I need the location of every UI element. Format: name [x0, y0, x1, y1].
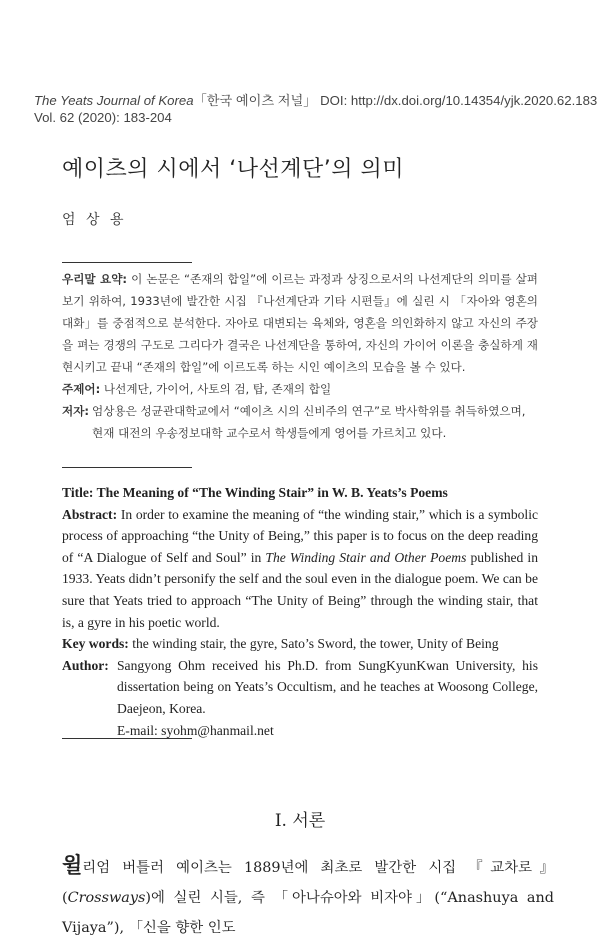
volume-line: Vol. 62 (2020): 183-204 — [34, 110, 172, 125]
korean-abstract — [62, 268, 538, 444]
divider-top — [62, 262, 192, 263]
body-text — [62, 850, 554, 943]
paper-author: 엄 상 용 — [62, 212, 127, 228]
divider-bottom — [62, 738, 192, 739]
english-keywords-label: Key words: — [62, 636, 129, 652]
english-author-label: Author: — [62, 657, 109, 673]
english-abstract-text-1: In order to examine the meaning of “the winding stair,” which is a symbolic process of approaching “the Unity of Being,” this paper is to focus on the deep reading of “A Dialogue of Self and Soul” in — [62, 506, 538, 565]
korean-abstract-label: 우리말 요약: — [62, 272, 128, 286]
english-abstract-label: Abstract: — [62, 506, 118, 522]
english-author-bio: Sangyong Ohm received his Ph.D. from SungKyunKwan University, his dissertation being on Yeats’s Occultism, and he teaches at Woosong College, Daejeon, Korea. — [117, 657, 538, 716]
korean-author-label: 저자: — [62, 404, 90, 418]
english-title — [62, 482, 538, 504]
english-abstract-paragraph — [62, 504, 538, 634]
journal-doi: 「한국 예이츠 저널」 DOI: http://dx.doi.org/10.14354/yjk.2020.62.183 — [193, 93, 598, 108]
english-author-email: E-mail: syohm@hanmail.net — [117, 722, 274, 738]
english-author-block — [117, 655, 538, 741]
korean-author — [62, 400, 538, 444]
korean-abstract-paragraph — [62, 268, 538, 378]
korean-author-bio: 엄상용은 성균관대학교에서 “예이츠 시의 신비주의 연구”로 박사학위를 취득하였으며, 현재 대전의 우송정보대학 교수로서 학생들에게 영어를 가르치고 있다. — [92, 404, 526, 440]
english-keywords — [62, 633, 538, 655]
body-text-1: 리엄 버틀러 예이츠는 1889년에 최초로 발간한 시집 『교차로』( — [62, 860, 554, 906]
english-keywords-text: the winding stair, the gyre, Sato’s Sword, the tower, Unity of Being — [128, 636, 499, 652]
drop-cap: 윌 — [62, 852, 83, 877]
english-abstract — [62, 482, 538, 741]
section-heading: I. 서론 — [274, 811, 326, 831]
korean-keywords-text: 나선계단, 가이어, 사토의 검, 탑, 존재의 합일 — [100, 382, 332, 396]
body-paragraph — [62, 850, 554, 943]
body-italic-1: Crossways — [67, 890, 146, 906]
english-author — [62, 655, 538, 741]
english-title-text: Title: The Meaning of “The Winding Stair” in W. B. Yeats’s Poems — [62, 485, 448, 500]
english-abstract-text-2: published in 1933. Yeats didn’t personify the self and the soul even in the dialogue poem. We can be sure that Yeats tried to approach “The Unity of Being” through the winding stair, that is, a gyre in his poetic world. — [62, 549, 539, 630]
korean-abstract-text: 이 논문은 “존재의 합일”에 이르는 과정과 상징으로서의 나선계단의 의미를 살펴보기 위하여, 1933년에 발간한 시집 『나선계단과 기타 시편들』에 실린 시 「자아와 영혼의 대화」를 중점적으로 분석한다. 자아로 대변되는 육체와, 영혼을 의인화하지 않고 자신의 주장을 펴는 경쟁의 구도로 그리다가 결국은 나선계단을 통하여, 자신의 가이어 이론을 충실하게 재현시키고 끝내 “존재의 합일”에 이르도록 하는 시인 예이츠의 모습을 볼 수 있다. — [62, 272, 538, 374]
korean-keywords — [62, 378, 538, 400]
paper-title: 예이츠의 시에서 ‘나선계단’의 의미 — [62, 157, 404, 182]
journal-line — [34, 92, 598, 109]
divider-middle — [62, 467, 192, 468]
journal-header — [34, 92, 598, 126]
english-abstract-book: The Winding Stair and Other Poems — [265, 549, 467, 565]
korean-keywords-label: 주제어: — [62, 382, 101, 396]
body-text-2: )에 실린 시들, 즉 「아나슈아와 비자야」(“Anashuya and Vijaya”), 「신을 향한 인도 — [62, 890, 554, 936]
journal-name: The Yeats Journal of Korea — [34, 93, 194, 108]
